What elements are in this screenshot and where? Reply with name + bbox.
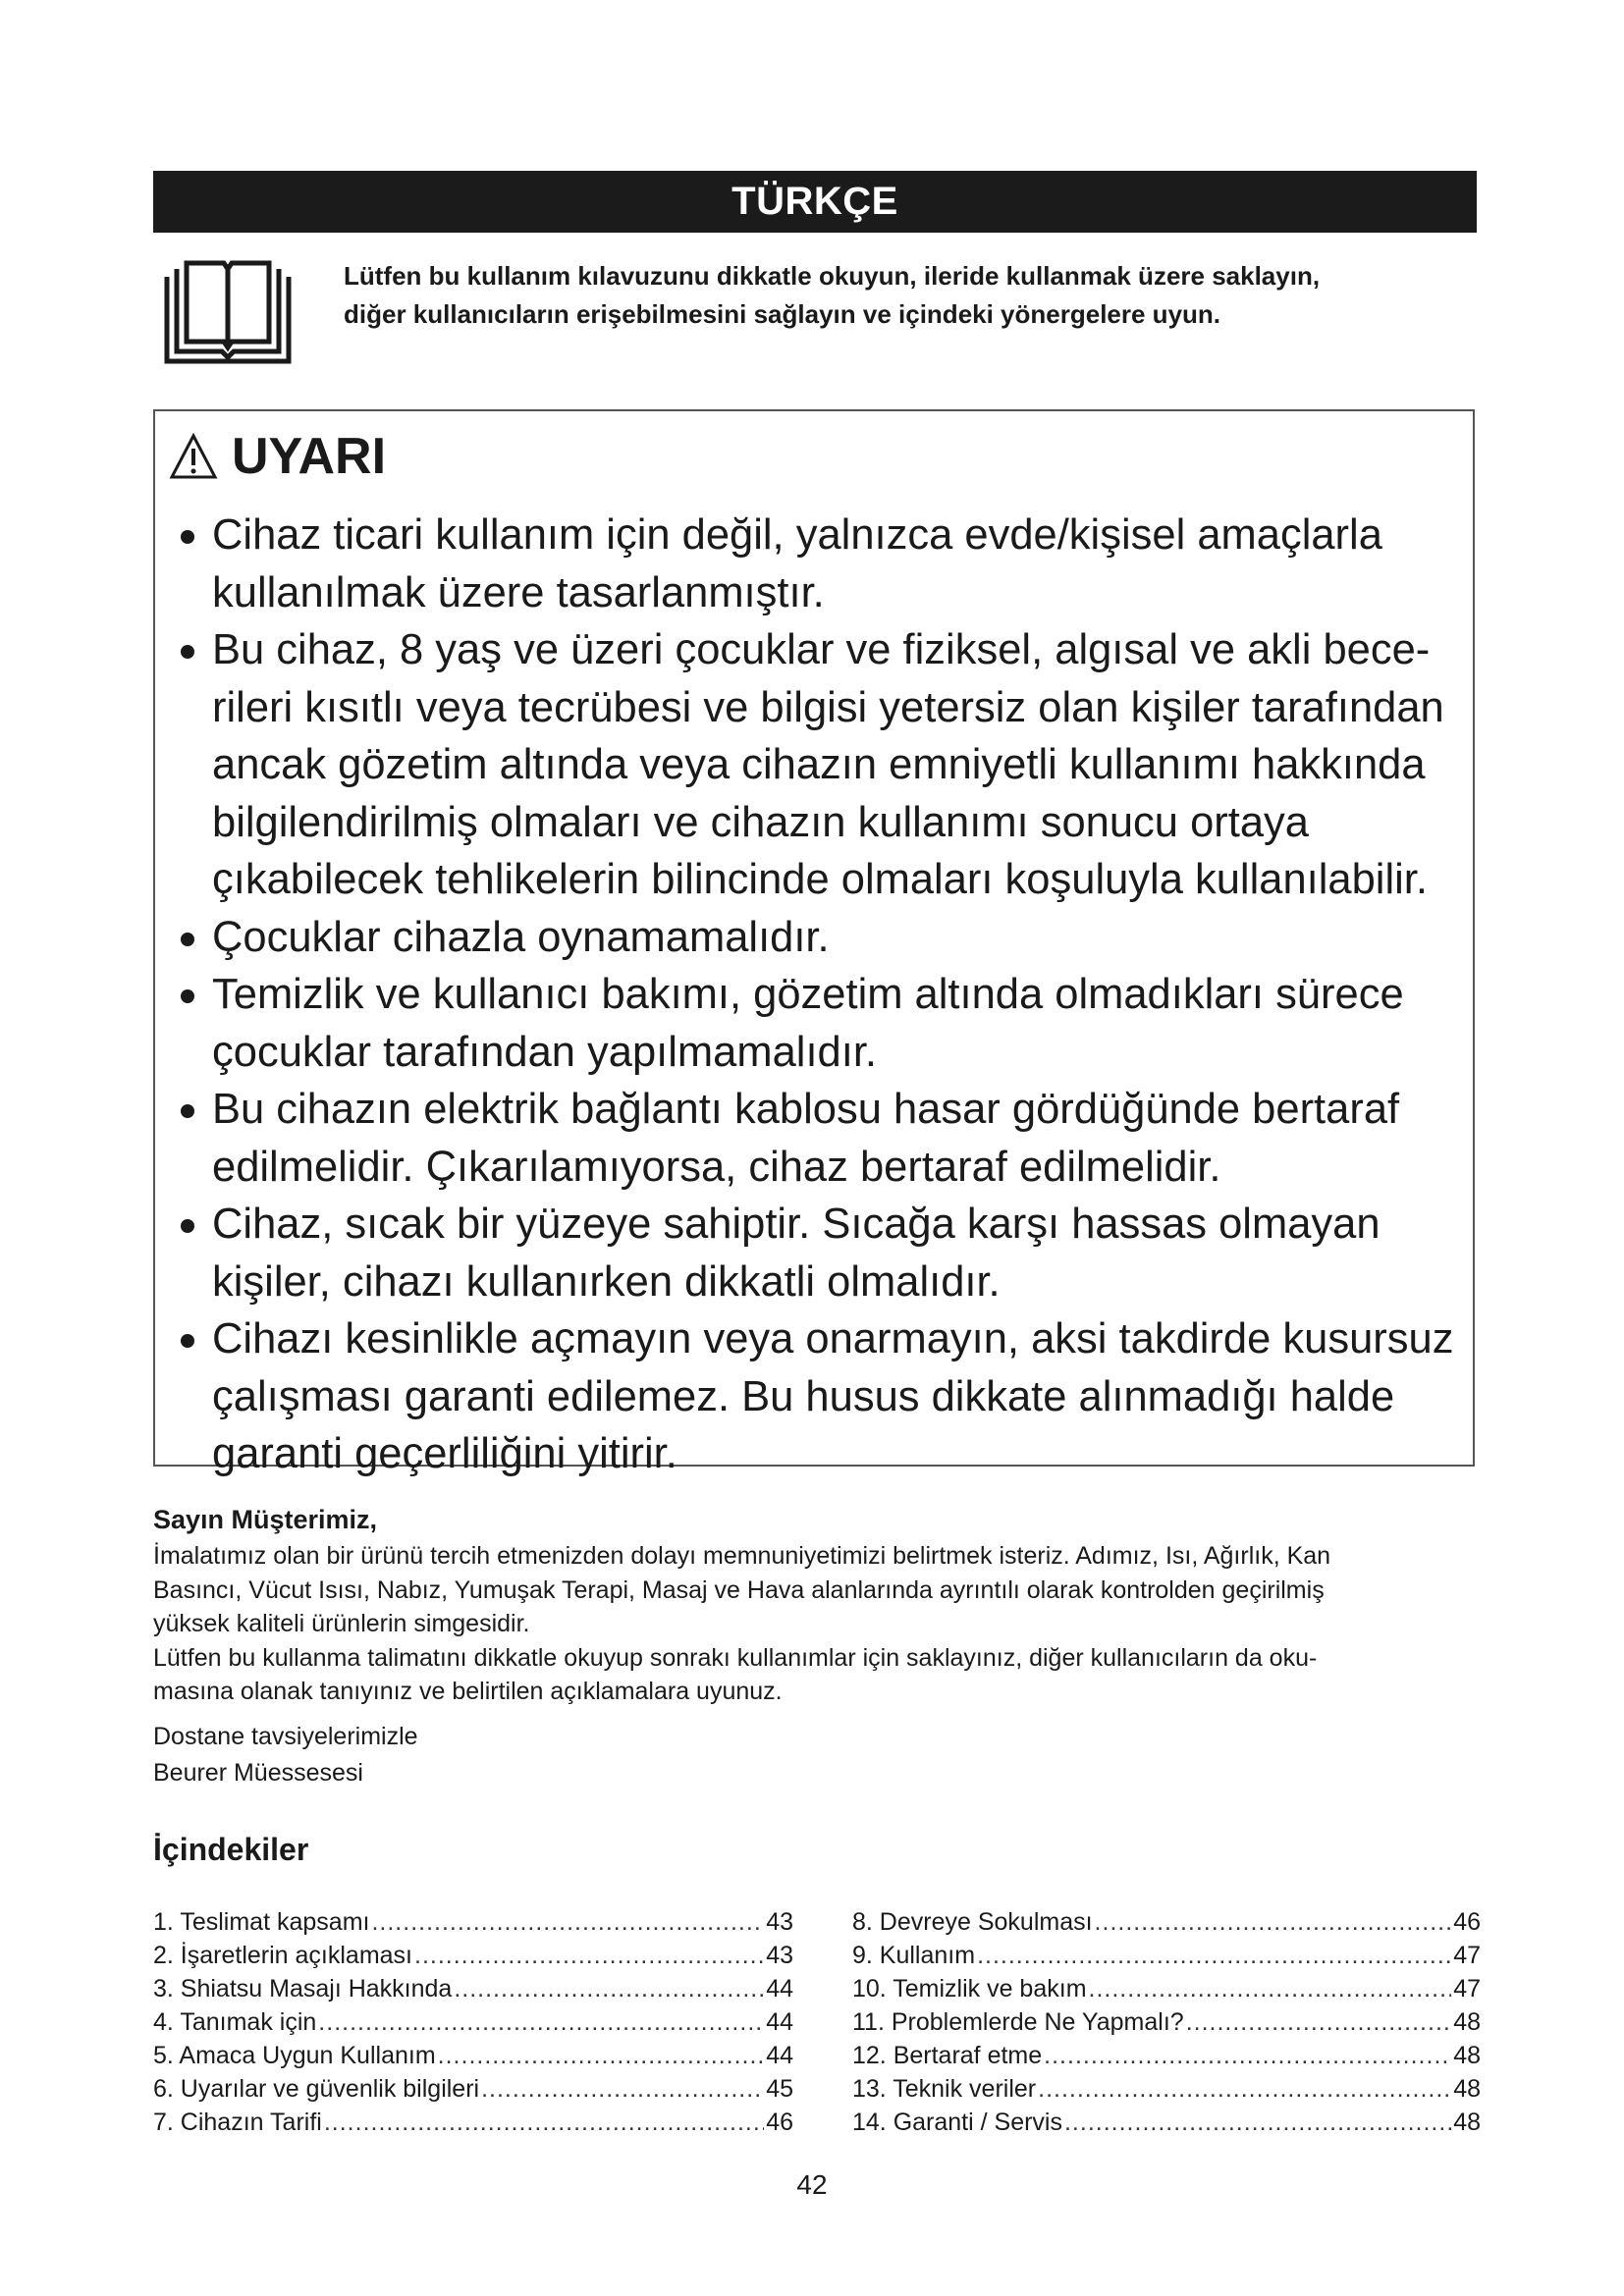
toc-label: 14. Garanti / Servis xyxy=(852,2109,1062,2136)
toc-leader xyxy=(481,2072,764,2106)
toc-entry[interactable] xyxy=(153,2005,793,2039)
warning-line: Bu cihaz, 8 yaş ve üzeri çocuklar ve fiziksel, algısal ve akli bece- xyxy=(212,626,1431,673)
toc-label: 1. Teslimat kapsamı xyxy=(153,1908,370,1936)
warning-line: çocuklar tarafından yapılmamalıdır. xyxy=(212,1028,877,1076)
toc-label: 9. Kullanım xyxy=(852,1942,976,1969)
warning-line: Bu cihazın elektrik bağlantı kablosu hasar gördüğünde bertaraf xyxy=(212,1086,1400,1133)
warning-line: Çocuklar cihazla oynamamalıdır. xyxy=(212,913,830,961)
customer-text-line: Lütfen bu kullanma talimatını dikkatle okuyup sonrakı kullanımlar için saklayınız, diğer kullanıcıların da oku- xyxy=(153,1643,1318,1672)
warning-line: bilgilendirilmiş olmaları ve cihazın kullanımı sonucu ortaya xyxy=(212,798,1309,846)
toc-label: 13. Teknik veriler xyxy=(852,2075,1037,2103)
warning-line: ancak gözetim altında veya cihazın emniyetli kullanımı hakkında xyxy=(212,741,1426,788)
warning-item xyxy=(167,1196,1477,1310)
toc-page: 48 xyxy=(1453,2109,1481,2136)
toc-page: 43 xyxy=(766,1942,793,1969)
toc-label: 2. İşaretlerin açıklaması xyxy=(153,1942,412,1969)
toc-page: 46 xyxy=(766,2109,793,2136)
toc-entry[interactable] xyxy=(852,2005,1481,2039)
warning-line: Cihaz ticari kullanım için değil, yalnızca evde/kişisel amaçlarla xyxy=(212,511,1382,559)
warning-item xyxy=(167,1081,1477,1196)
toc-page: 46 xyxy=(1453,1908,1481,1936)
customer-letter xyxy=(153,1500,1489,1791)
warning-item xyxy=(167,909,1477,967)
toc-label: 3. Shiatsu Masajı Hakkında xyxy=(153,1975,453,2002)
warning-line: Temizlik ve kullanıcı bakımı, gözetim altında olmadıkları sürece xyxy=(212,971,1404,1018)
warning-line: kullanılmak üzere tasarlanmıştır. xyxy=(212,568,825,616)
warning-title: UYARI xyxy=(232,428,387,485)
closing-line: Dostane tavsiyelerimizle xyxy=(153,1722,418,1750)
toc-label: 6. Uyarılar ve güvenlik bilgileri xyxy=(153,2075,480,2103)
toc-entry[interactable] xyxy=(852,1905,1481,1939)
toc-leader xyxy=(318,2005,764,2039)
warning-list xyxy=(155,507,1477,1483)
customer-text-line: masına olanak tanıyınız ve belirtilen açıklamalara uyunuz. xyxy=(153,1678,783,1705)
page-number: 42 xyxy=(796,2169,828,2200)
toc-label: 11. Problemlerde Ne Yapmalı? xyxy=(852,2008,1184,2036)
toc-page: 44 xyxy=(766,2008,793,2036)
toc-label: 5. Amaca Uygun Kullanım xyxy=(153,2042,436,2069)
language-header: TÜRKÇE xyxy=(153,171,1477,233)
toc-page: 45 xyxy=(766,2075,793,2103)
toc-leader xyxy=(414,1939,764,1972)
toc-leader xyxy=(324,2106,764,2139)
closing xyxy=(153,1719,1489,1791)
toc-title: İçindekiler xyxy=(153,1832,309,1867)
toc-leader xyxy=(438,2039,765,2072)
toc-page: 48 xyxy=(1453,2075,1481,2103)
toc-leader xyxy=(1186,2005,1452,2039)
toc-column-right xyxy=(852,1905,1481,2139)
warning-line: garanti geçerliliğini yitirir. xyxy=(212,1430,677,1477)
warning-triangle-icon xyxy=(169,433,218,480)
toc-label: 7. Cihazın Tarifi xyxy=(153,2109,322,2136)
intro-line: Lütfen bu kullanım kılavuzunu dikkatle okuyun, ileride kullanmak üzere saklayın, xyxy=(344,261,1321,291)
customer-text-line: Basıncı, Vücut Isısı, Nabız, Yumuşak Terapi, Masaj ve Hava alanlarında ayrıntılı olarak kontrolden geçirilmiş xyxy=(153,1575,1325,1604)
toc-page: 44 xyxy=(766,1975,793,2002)
warning-line: çıkabilecek tehlikelerin bilincinde olmaları koşuluyla kullanılabilir. xyxy=(212,856,1428,903)
toc-entry[interactable] xyxy=(852,1939,1481,1972)
toc-entry[interactable] xyxy=(153,1905,793,1939)
toc-label: 4. Tanımak için xyxy=(153,2008,317,2036)
toc-page: 43 xyxy=(766,1908,793,1936)
toc-entry[interactable] xyxy=(852,2072,1481,2106)
toc-page: 44 xyxy=(766,2042,793,2069)
toc-page: 47 xyxy=(1453,1942,1481,1969)
warning-item xyxy=(167,966,1477,1081)
toc-page: 47 xyxy=(1453,1975,1481,2002)
warning-box xyxy=(153,409,1475,1477)
toc-leader xyxy=(1095,1905,1452,1939)
warning-line: Cihaz, sıcak bir yüzeye sahiptir. Sıcağa karşı hassas olmayan xyxy=(212,1201,1380,1248)
toc-leader xyxy=(371,1905,764,1939)
customer-greeting: Sayın Müşterimiz, xyxy=(153,1505,378,1534)
toc-leader xyxy=(454,1972,764,2005)
toc-leader xyxy=(977,1939,1451,1972)
customer-text-line: İmalatımız olan bir ürünü tercih etmenizden dolayı memnuniyetimizi belirtmek isteriz. Adımız, Isı, Ağırlık, Kan xyxy=(153,1542,1331,1570)
toc-entry[interactable] xyxy=(852,2039,1481,2072)
toc-label: 12. Bertaraf etme xyxy=(852,2042,1043,2069)
toc-entry[interactable] xyxy=(852,2106,1481,2139)
toc-label: 8. Devreye Sokulması xyxy=(852,1908,1093,1936)
warning-heading xyxy=(169,428,387,485)
toc-entry[interactable] xyxy=(153,1939,793,1972)
toc-leader xyxy=(1064,2106,1451,2139)
intro-notice xyxy=(344,257,1483,334)
warning-line: kişiler, cihazı kullanırken dikkatli olmalıdır. xyxy=(212,1257,1001,1306)
toc-entry[interactable] xyxy=(153,1972,793,2005)
customer-text-line: yüksek kaliteli ürünlerin simgesidir. xyxy=(153,1610,530,1637)
toc-leader xyxy=(1038,2072,1451,2106)
warning-line: Cihazı kesinlikle açmayın veya onarmayın, aksi takdirde kusursuz xyxy=(212,1315,1454,1362)
warning-item xyxy=(167,621,1477,909)
warning-line: rileri kısıtlı veya tecrübesi ve bilgisi yetersiz olan kişiler tarafından xyxy=(212,683,1444,731)
toc-entry[interactable] xyxy=(153,2106,793,2139)
warning-line: çalışması garanti edilemez. Bu husus dikkate alınmadığı halde xyxy=(212,1372,1395,1420)
book-icon xyxy=(163,257,293,367)
intro-line: diğer kullanıcıların erişebilmesini sağlayın ve içindeki yönergelere uyun. xyxy=(344,299,1221,329)
toc-page: 48 xyxy=(1453,2008,1481,2036)
warning-line: edilmelidir. Çıkarılamıyorsa, cihaz bertaraf edilmelidir. xyxy=(212,1143,1221,1191)
warning-item xyxy=(167,1310,1477,1483)
toc-entry[interactable] xyxy=(852,1972,1481,2005)
toc-entry[interactable] xyxy=(153,2072,793,2106)
toc-column-left xyxy=(153,1905,793,2139)
signature-company: Beurer Müessesesi xyxy=(153,1758,363,1787)
warning-item xyxy=(167,507,1477,621)
toc-leader xyxy=(1044,2039,1451,2072)
toc-entry[interactable] xyxy=(153,2039,793,2072)
toc-leader xyxy=(1089,1972,1452,2005)
toc-label: 10. Temizlik ve bakım xyxy=(852,1975,1087,2002)
toc-page: 48 xyxy=(1453,2042,1481,2069)
